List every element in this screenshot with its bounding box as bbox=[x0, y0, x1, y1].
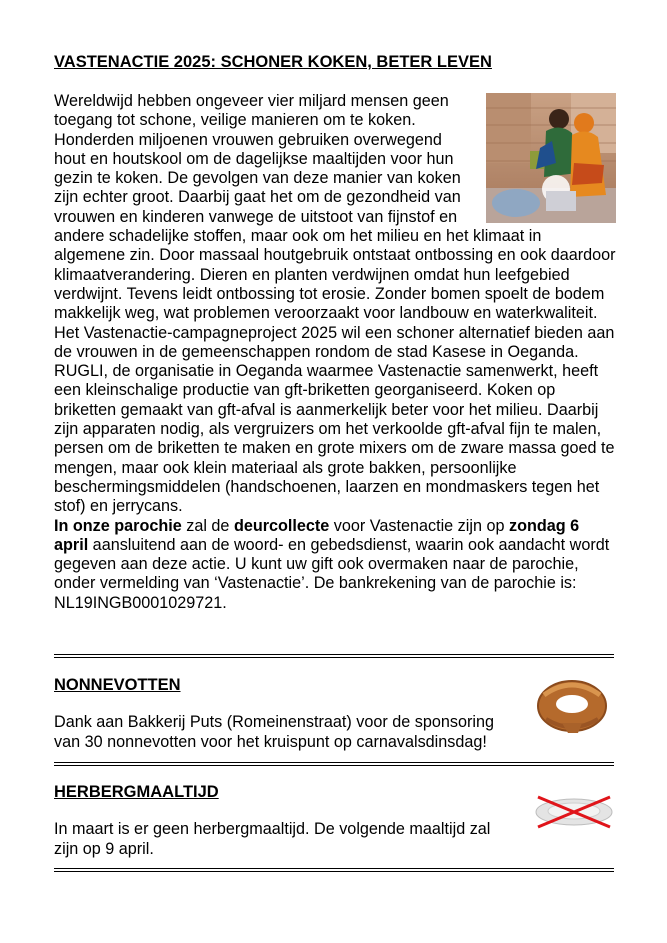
deurcollecte-bold: deurcollecte bbox=[233, 516, 330, 535]
vastenactie-paragraph-3: RUGLI, de organisatie in Oeganda waarmee Vastenactie samenwerkt, heeft een kleinschalige productie van gft-briketten georganiseerd. Koken op briketten gemaakt van gft-afval is aanmerkelijk beter voor het milieu. Daarbij zijn apparaten nodig, als vergruizers om het verkoolde gft-afval fijn te malen, persen om de briketten te maken en grote mixers om de zware massa goed te mengen, maar ook klein materiaal als grote bakken, persoonlijke beschermingsmiddelen (handschoenen, laarzen en mondmaskers tegen het stof) en jerrycans. bbox=[54, 362, 615, 516]
para4-text-2: voor Vastenactie zijn op bbox=[329, 516, 509, 535]
section-divider-1 bbox=[54, 654, 614, 658]
section-divider-2 bbox=[54, 762, 614, 766]
herbergmaaltijd-text: In maart is er geen herbergmaaltijd. De volgende maaltijd zal zijn op 9 april. bbox=[54, 820, 491, 858]
para4-text-3: aansluitend aan de woord- en gebedsdienst, waarin ook aandacht wordt gegeven aan deze actie. U kunt uw gift ook overmaken naar de parochie, onder vermelding van ‘Vastenactie’. De bankrekening van de parochie is: NL19INGB0001029721. bbox=[54, 535, 610, 612]
nonnevotten-section bbox=[54, 675, 616, 752]
women-cooking-photo-icon bbox=[486, 93, 616, 223]
vastenactie-paragraph-4 bbox=[54, 517, 616, 613]
nonnevotten-title: NONNEVOTTEN bbox=[54, 676, 181, 694]
vastenactie-body bbox=[54, 92, 616, 613]
vastenactie-title: VASTENACTIE 2025: SCHONER KOKEN, BETER LEVEN bbox=[54, 53, 492, 71]
nonnevot-pastry-icon bbox=[532, 675, 612, 735]
date-bold: zondag 6 april bbox=[54, 516, 580, 554]
vastenactie-paragraph-2: Het Vastenactie-campagneproject 2025 wil een schoner alternatief bieden aan de vrouwen in de gemeenschappen rondom de stad Kasese in Oeganda. bbox=[54, 323, 615, 361]
nonnevotten-text: Dank aan Bakkerij Puts (Romeinenstraat) voor de sponsoring van 30 nonnevotten voor het kruispunt op carnavalsdinsdag! bbox=[54, 713, 494, 751]
vastenactie-paragraph-1: Wereldwijd hebben ongeveer vier miljard mensen geen toegang tot schone, veilige manieren om te koken. Honderden miljoenen vrouwen gebruiken overwegend hout en houtskool om de dagelijkse maaltijden voor hun gezin te koken. De gevolgen van deze manier van koken zijn echter groot. Daarbij gaat het om de gezondheid van vrouwen en kinderen vanwege de uitstoot van fijnstof en andere schadelijke stoffen, maar ook om het milieu en het klimaat in algemene zin. Door massaal houtgebruik ontstaat ontbossing en ook daardoor klimaatverandering. Dieren en planten verdwijnen omdat hun leefgebied verdwijnt. Tevens leidt ontbossing tot erosie. Zonder bomen spoelt de bodem makkelijk weg, wat problemen veroorzaakt voor landbouw en waterkwaliteit. bbox=[54, 92, 616, 323]
herbergmaaltijd-title: HERBERGMAALTIJD bbox=[54, 783, 219, 801]
parochie-bold: In onze parochie bbox=[54, 516, 182, 535]
para4-text-1: zal de bbox=[181, 516, 234, 535]
section-divider-3 bbox=[54, 868, 614, 872]
vastenactie-section bbox=[54, 52, 616, 613]
crossed-plate-icon bbox=[534, 794, 614, 830]
herbergmaaltijd-section bbox=[54, 782, 616, 859]
